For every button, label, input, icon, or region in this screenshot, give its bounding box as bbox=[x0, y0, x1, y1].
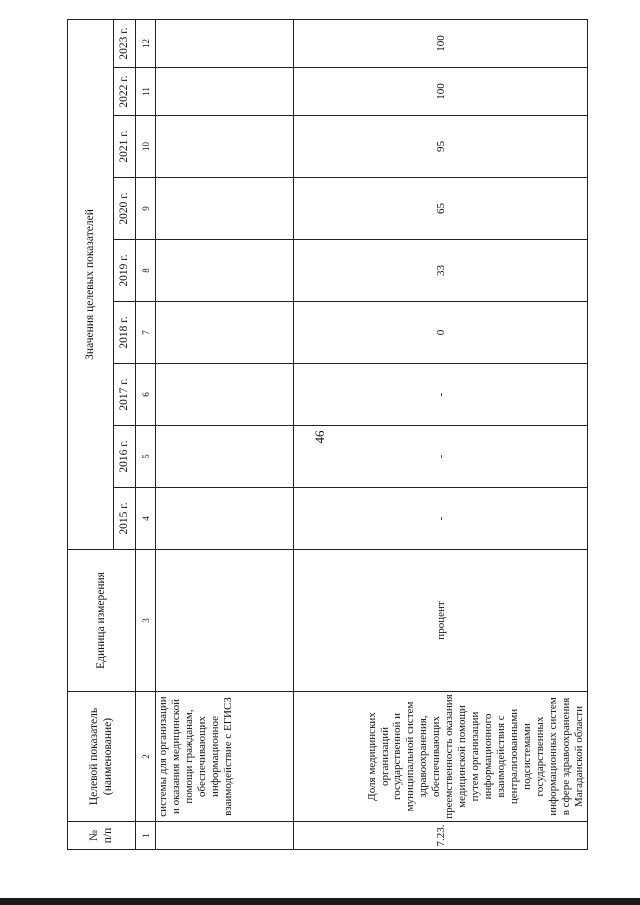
target-indicators-table bbox=[67, 19, 588, 850]
column-number: 9 bbox=[136, 178, 156, 240]
value-cell bbox=[156, 488, 294, 550]
rotated-table-container bbox=[67, 20, 587, 850]
value-cell: - bbox=[294, 488, 588, 550]
value-cell: 65 bbox=[294, 178, 588, 240]
column-number: 4 bbox=[136, 488, 156, 550]
header-year: 2019 г. bbox=[114, 240, 136, 302]
value-cell bbox=[156, 426, 294, 488]
value-cell: - bbox=[294, 426, 588, 488]
header-year: 2015 г. bbox=[114, 488, 136, 550]
unit-cell: процент bbox=[294, 550, 588, 692]
row-number bbox=[156, 822, 294, 850]
unit-cell bbox=[156, 550, 294, 692]
column-number: 5 bbox=[136, 426, 156, 488]
column-number-row bbox=[136, 19, 156, 849]
value-cell: 95 bbox=[294, 116, 588, 178]
value-cell bbox=[156, 178, 294, 240]
header-col-values: Значения целевых показателей bbox=[68, 19, 114, 549]
value-cell: 100 bbox=[294, 68, 588, 116]
table-row bbox=[294, 19, 588, 849]
header-col-unit: Единица измерения bbox=[68, 550, 136, 692]
header-year: 2021 г. bbox=[114, 116, 136, 178]
header-col-no: № п/п bbox=[68, 822, 136, 850]
header-year: 2022 г. bbox=[114, 68, 136, 116]
column-number: 7 bbox=[136, 302, 156, 364]
indicator-name: Доля медицинских организаций государственной и муниципальной систем здравоохранения, обеспечивающих преемственность оказания медицинской помощи путем организации информационного взаимодействия с централизованными подсистемами государственных информационных систем в сфере здравоохранения Магаданской области bbox=[294, 692, 588, 822]
value-cell bbox=[156, 240, 294, 302]
column-number: 12 bbox=[136, 19, 156, 67]
page-number: 46 bbox=[312, 430, 327, 444]
value-cell bbox=[156, 19, 294, 67]
column-number: 6 bbox=[136, 364, 156, 426]
indicator-name: системы для организации и оказания медицинской помощи гражданам, обеспечивающих информационное взаимодействие с ЕГИСЗ bbox=[156, 692, 294, 822]
column-number: 10 bbox=[136, 116, 156, 178]
header-row-top bbox=[68, 19, 114, 849]
value-cell bbox=[156, 68, 294, 116]
value-cell bbox=[156, 364, 294, 426]
header-year: 2016 г. bbox=[114, 426, 136, 488]
row-number: 7.23. bbox=[294, 822, 588, 850]
header-year: 2018 г. bbox=[114, 302, 136, 364]
column-number: 11 bbox=[136, 68, 156, 116]
column-number: 2 bbox=[136, 692, 156, 822]
value-cell: 0 bbox=[294, 302, 588, 364]
header-year: 2023 г. bbox=[114, 19, 136, 67]
scan-bottom-edge bbox=[0, 898, 640, 905]
table-row bbox=[156, 19, 294, 849]
value-cell: 100 bbox=[294, 19, 588, 67]
value-cell: - bbox=[294, 364, 588, 426]
column-number: 3 bbox=[136, 550, 156, 692]
value-cell bbox=[156, 302, 294, 364]
header-year: 2017 г. bbox=[114, 364, 136, 426]
header-year: 2020 г. bbox=[114, 178, 136, 240]
value-cell: 33 bbox=[294, 240, 588, 302]
column-number: 8 bbox=[136, 240, 156, 302]
column-number: 1 bbox=[136, 822, 156, 850]
header-col-name: Целевой показатель (наименование) bbox=[68, 692, 136, 822]
value-cell bbox=[156, 116, 294, 178]
